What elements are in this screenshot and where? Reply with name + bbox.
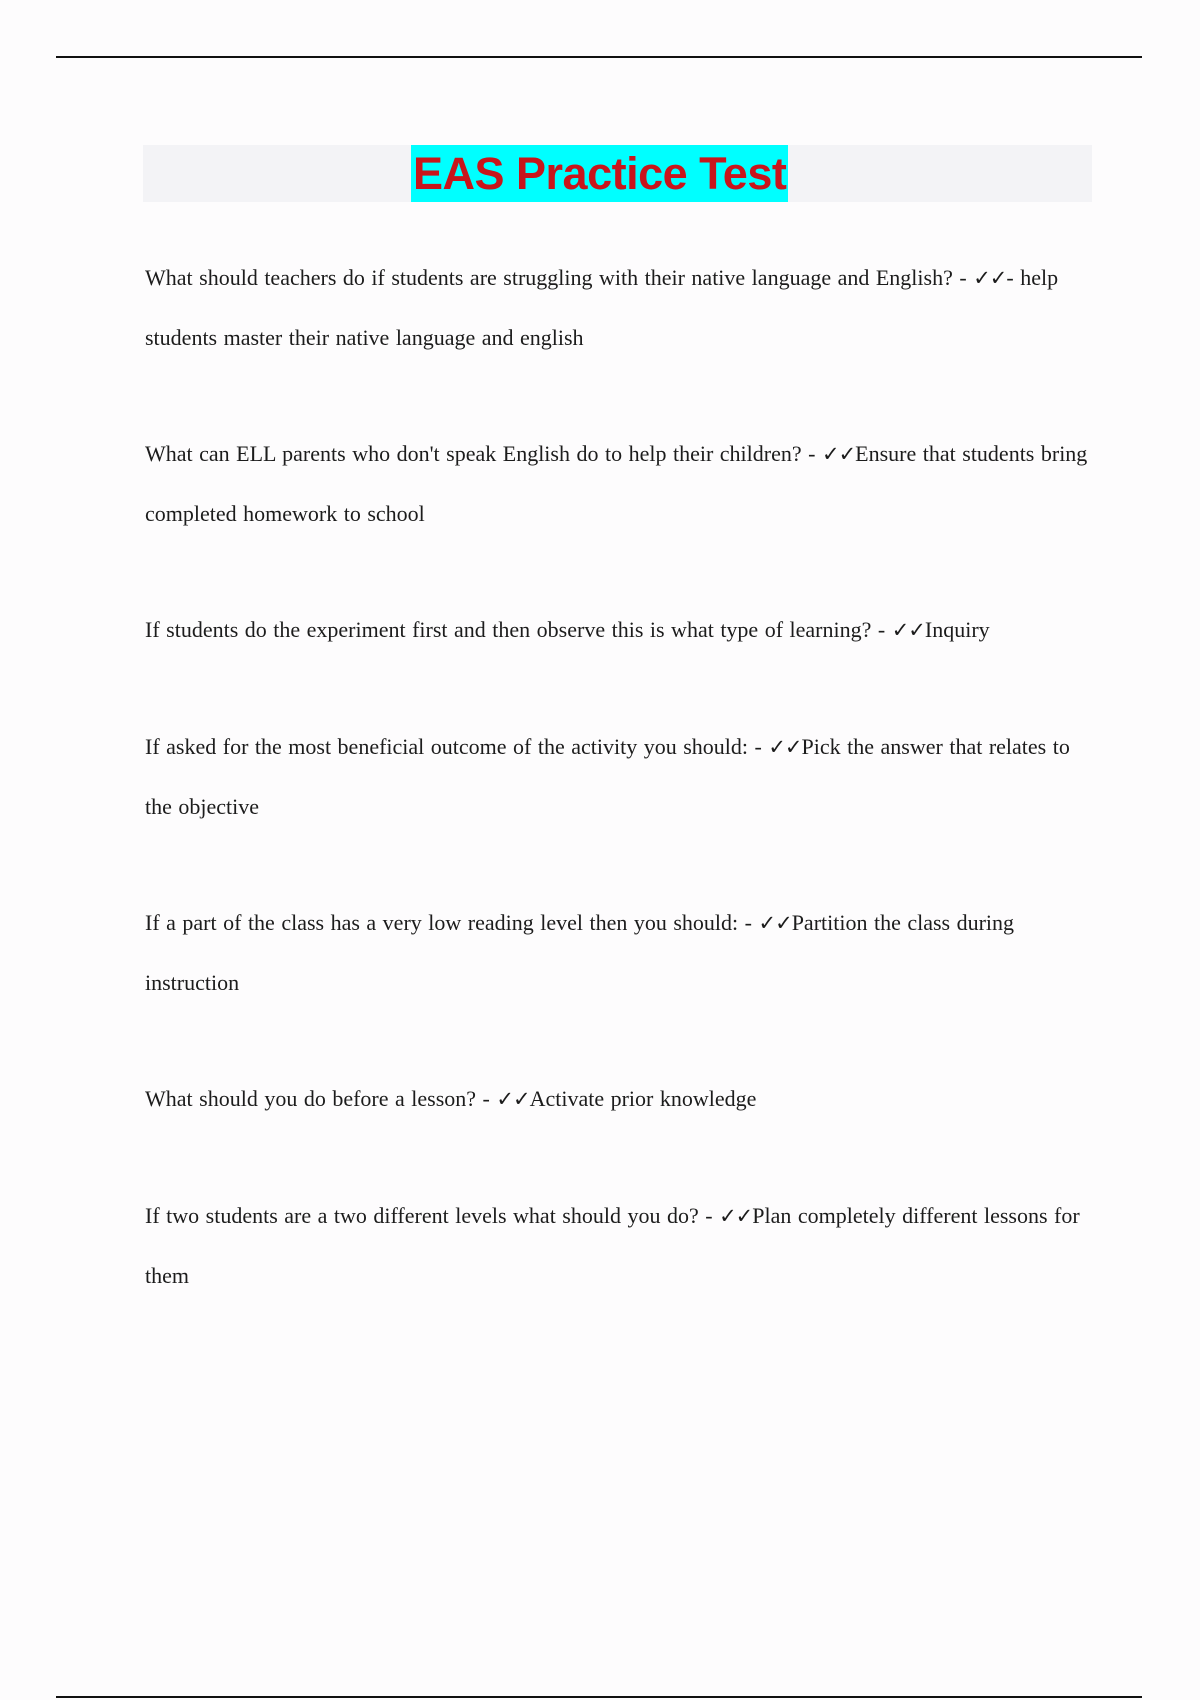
check-icon: ✓✓ bbox=[768, 735, 802, 759]
answer-text: Inquiry bbox=[924, 617, 990, 642]
qa-item-4 bbox=[145, 717, 1090, 836]
answer-text: Plan completely different lessons for them bbox=[145, 1203, 1080, 1288]
qa-list bbox=[145, 248, 1090, 1305]
check-icon: ✓✓ bbox=[758, 911, 792, 935]
check-icon: ✓✓ bbox=[821, 442, 856, 466]
answer-text: Activate prior knowledge bbox=[529, 1086, 757, 1111]
bottom-rule bbox=[56, 1696, 1142, 1698]
check-icon: ✓✓ bbox=[496, 1087, 530, 1111]
question-text: What should you do before a lesson? - bbox=[145, 1086, 497, 1111]
qa-item-7 bbox=[145, 1186, 1090, 1305]
check-icon: ✓✓ bbox=[973, 266, 1007, 290]
question-text: If students do the experiment first and then observe this is what type of learning? - bbox=[145, 617, 892, 642]
check-icon: ✓✓ bbox=[719, 1204, 753, 1228]
answer-text: Ensure that students bring completed homework to school bbox=[145, 441, 1088, 526]
page-title: EAS Practice Test bbox=[411, 145, 788, 202]
question-text: If two students are a two different levels what should you do? - bbox=[145, 1203, 720, 1228]
qa-item-3 bbox=[145, 600, 1090, 660]
answer-text: Partition the class during instruction bbox=[145, 910, 1015, 995]
question-text: What should teachers do if students are struggling with their native language and English? - bbox=[145, 265, 974, 290]
check-icon: ✓✓ bbox=[891, 618, 925, 642]
qa-item-2 bbox=[145, 424, 1090, 543]
question-text: If asked for the most beneficial outcome of the activity you should: - bbox=[145, 734, 769, 759]
qa-item-1 bbox=[145, 248, 1090, 367]
answer-text: Pick the answer that relates to the objective bbox=[145, 734, 1070, 819]
answer-text: - help students master their native language and english bbox=[145, 265, 1059, 350]
qa-item-6 bbox=[145, 1069, 1090, 1129]
question-text: What can ELL parents who don't speak English do to help their children? - bbox=[145, 441, 822, 466]
top-rule bbox=[56, 56, 1142, 58]
question-text: If a part of the class has a very low reading level then you should: - bbox=[145, 910, 759, 935]
qa-item-5 bbox=[145, 893, 1090, 1012]
